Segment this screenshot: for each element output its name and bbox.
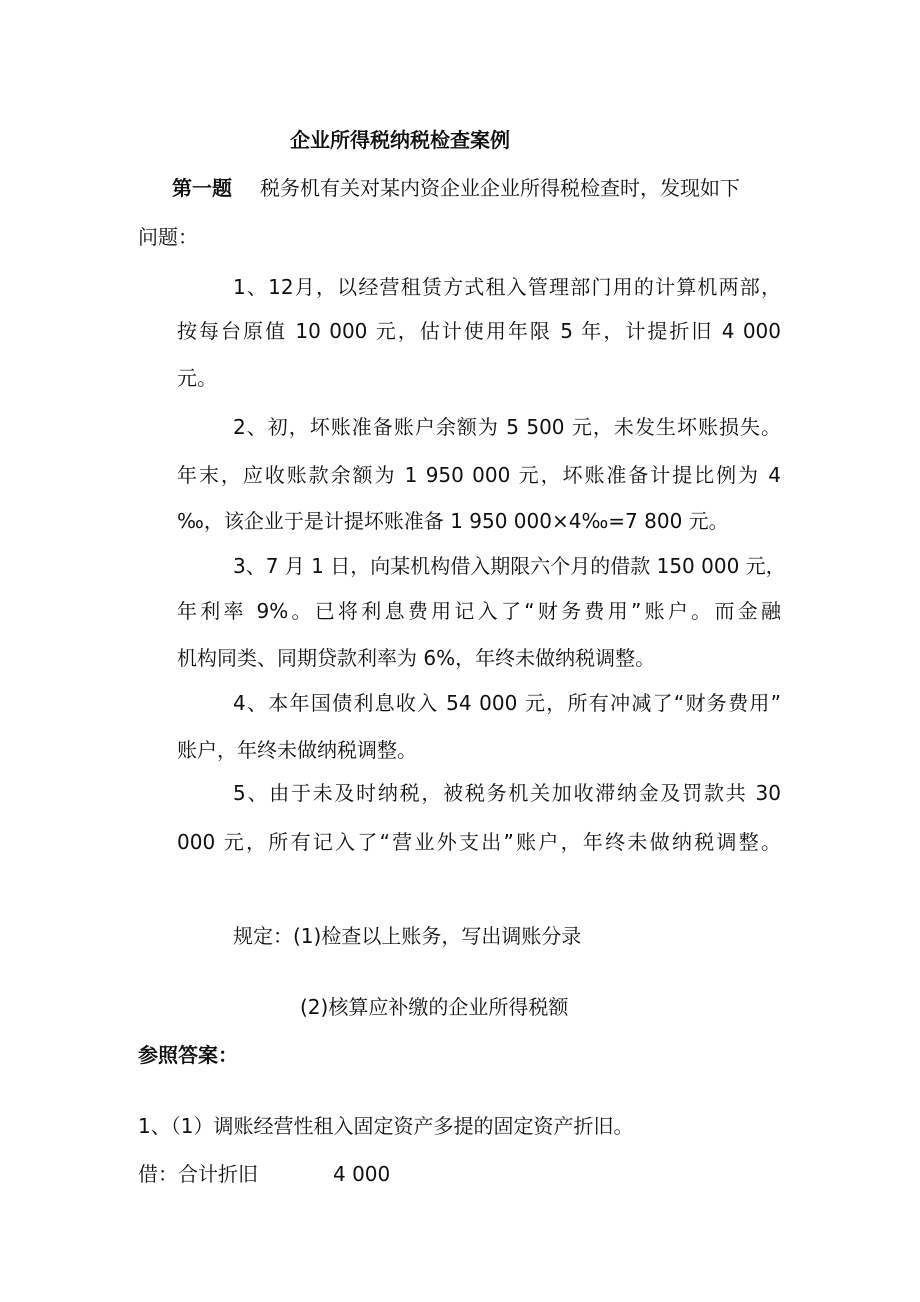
intro-text: 税务机有关对某内资企业企业所得税检查时，发现如下 (260, 176, 740, 200)
intro-line2: 问题： (138, 225, 198, 249)
item-3-line: 3、7 月 1 日，向某机构借入期限六个月的借款 150 000 元， (233, 554, 786, 578)
item-2-line: ‰，该企业于是计提坏账准备 1 950 000×4‰=7 800 元。 (177, 509, 729, 533)
item-1-line: 元。 (177, 366, 217, 390)
item-5-line: 000 元，所有记入了“营业外支出”账户，年终未做纳税调整。 (177, 830, 781, 854)
item-1-line: 1、12月，以经营租赁方式租入管理部门用的计算机两部， (233, 275, 781, 299)
entry-amount: 4 000 (333, 1162, 391, 1186)
requirement-2: (2)核算应补缴的企业所得税额 (300, 995, 569, 1019)
item-2-line: 2、初，坏账准备账户余额为 5 500 元，未发生坏账损失。 (233, 415, 781, 439)
item-4-line: 4、本年国债利息收入 54 000 元，所有冲减了“财务费用” (233, 691, 781, 715)
entry-label: 借：合计折旧 (138, 1162, 258, 1186)
answer-line: 1、（1）调账经营性租入固定资产多提的固定资产折旧。 (138, 1114, 634, 1138)
document-title: 企业所得税纳税检查案例 (290, 128, 510, 152)
item-3-line: 机构同类、同期贷款利率为 6%，年终未做纳税调整。 (177, 646, 656, 670)
requirement-1: 规定：(1)检查以上账务，写出调账分录 (233, 924, 582, 948)
answer-label: 参照答案： (138, 1043, 238, 1067)
item-4-line: 账户，年终未做纳税调整。 (177, 738, 417, 762)
item-2-line: 年末，应收账款余额为 1 950 000 元，坏账准备计提比例为 4 (177, 463, 781, 487)
question-intro (172, 174, 780, 202)
item-5-line: 5、由于未及时纳税，被税务机关加收滞纳金及罚款共 30 (233, 781, 781, 805)
item-3-line: 年利率 9%。已将利息费用记入了“财务费用”账户。而金融 (177, 599, 781, 623)
question-label: 第一题 (172, 176, 232, 200)
item-1-line: 按每台原值 10 000 元，估计使用年限 5 年，计提折旧 4 000 (177, 319, 781, 343)
